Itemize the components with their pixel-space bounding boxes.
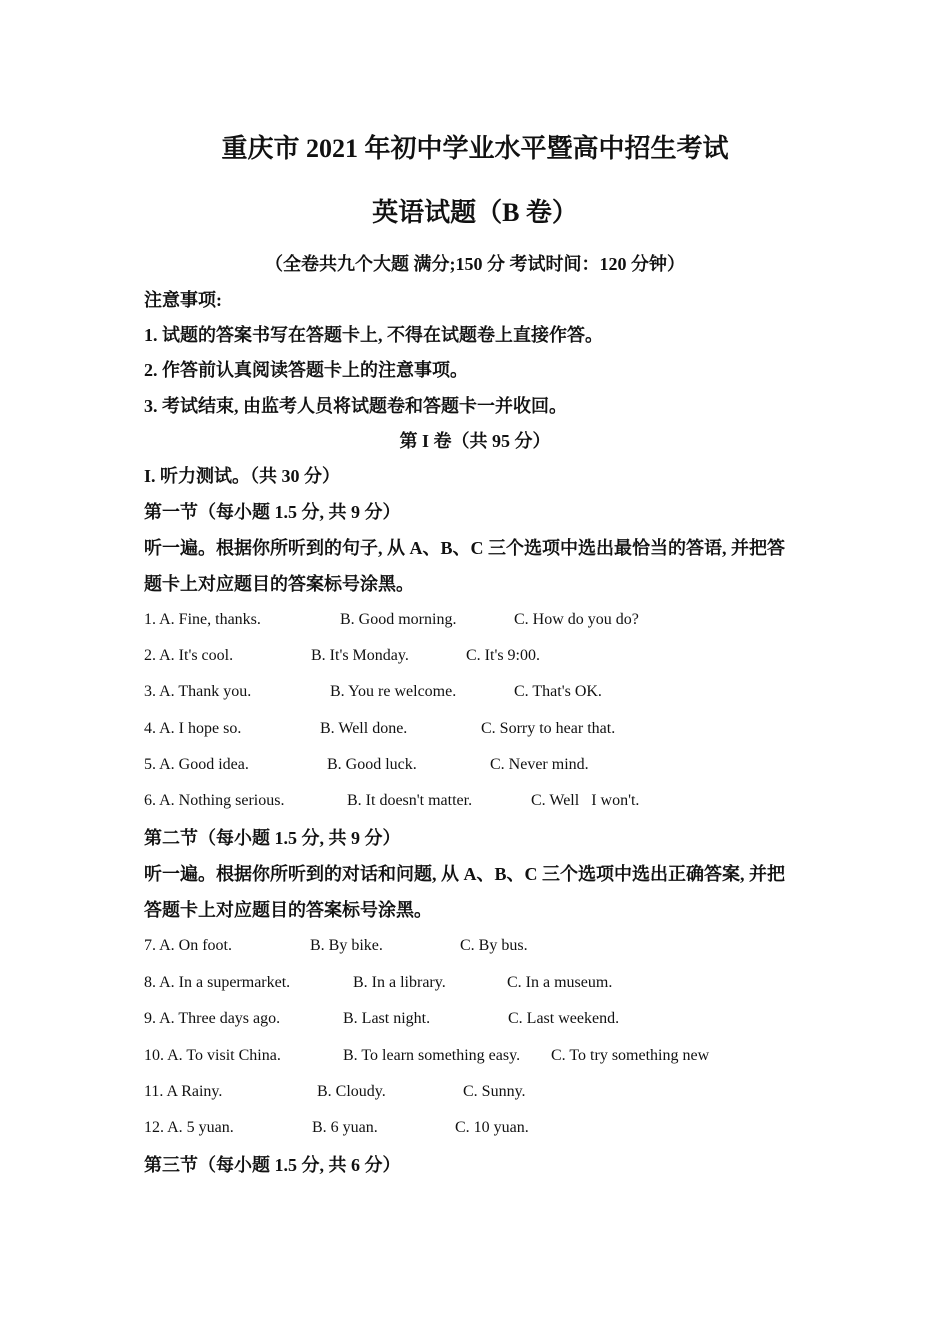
option-c: C. How do you do? — [514, 611, 639, 628]
section2-heading: 第二节（每小题 1.5 分, 共 9 分） — [144, 828, 401, 848]
option-b: B. To learn something easy. — [343, 1047, 521, 1064]
option-a: 4. A. I hope so. — [144, 720, 242, 737]
option-c: C. Last weekend. — [508, 1010, 620, 1027]
question-row — [0, 1080, 950, 1104]
part1-heading: I. 听力测试。（共 30 分） — [144, 466, 341, 486]
option-c: C. Well I won't. — [531, 792, 640, 809]
section1-instruction: 题卡上对应题目的答案标号涂黑。 — [144, 574, 414, 594]
question-row — [0, 753, 950, 777]
option-c: C. Never mind. — [490, 756, 589, 773]
question-row — [0, 1007, 950, 1031]
exam-subtitle: 英语试题（B 卷） — [372, 198, 578, 227]
option-b: B. Good morning. — [340, 611, 457, 628]
option-a: 12. A. 5 yuan. — [144, 1119, 234, 1136]
option-b: B. Well done. — [320, 720, 408, 737]
section2-instruction: 答题卡上对应题目的答案标号涂黑。 — [144, 900, 432, 920]
option-a: 7. A. On foot. — [144, 937, 232, 954]
option-c: C. In a museum. — [507, 974, 613, 991]
question-row — [0, 680, 950, 704]
option-a: 1. A. Fine, thanks. — [144, 611, 261, 628]
option-a: 2. A. It's cool. — [144, 647, 234, 664]
option-a: 11. A Rainy. — [144, 1083, 223, 1100]
section1-heading: 第一节（每小题 1.5 分, 共 9 分） — [144, 502, 401, 522]
note-item: 2. 作答前认真阅读答题卡上的注意事项。 — [144, 360, 468, 380]
option-b: B. By bike. — [310, 937, 383, 954]
option-b: B. It's Monday. — [311, 647, 409, 664]
question-row — [0, 971, 950, 995]
volume-heading: 第 I 卷（共 95 分） — [399, 431, 551, 451]
option-a: 10. A. To visit China. — [144, 1047, 281, 1064]
exam-title: 重庆市 2021 年初中学业水平暨高中招生考试 — [221, 134, 729, 163]
option-b: B. Cloudy. — [317, 1083, 386, 1100]
question-row — [0, 608, 950, 632]
section3-heading: 第三节（每小题 1.5 分, 共 6 分） — [144, 1155, 401, 1175]
option-a: 8. A. In a supermarket. — [144, 974, 291, 991]
option-c: C. Sunny. — [463, 1083, 526, 1100]
option-a: 6. A. Nothing serious. — [144, 792, 285, 809]
option-a: 3. A. Thank you. — [144, 683, 252, 700]
option-c: C. Sorry to hear that. — [481, 720, 616, 737]
question-row — [0, 1116, 950, 1140]
note-item: 1. 试题的答案书写在答题卡上, 不得在试题卷上直接作答。 — [144, 325, 603, 345]
option-c: C. That's OK. — [514, 683, 602, 700]
option-b: B. In a library. — [353, 974, 446, 991]
exam-info: （全卷共九个大题 满分;150 分 考试时间：120 分钟） — [265, 254, 685, 274]
question-row — [0, 644, 950, 668]
section1-instruction: 听一遍。根据你所听到的句子, 从 A、B、C 三个选项中选出最恰当的答语, 并把答 — [144, 538, 786, 558]
option-c: C. By bus. — [460, 937, 528, 954]
option-b: B. It doesn't matter. — [347, 792, 473, 809]
option-a: 9. A. Three days ago. — [144, 1010, 281, 1027]
option-c: C. It's 9:00. — [466, 647, 540, 664]
option-b: B. You re welcome. — [330, 683, 457, 700]
option-b: B. 6 yuan. — [312, 1119, 378, 1136]
question-row — [0, 1044, 950, 1068]
option-a: 5. A. Good idea. — [144, 756, 249, 773]
option-b: B. Good luck. — [327, 756, 417, 773]
option-c: C. 10 yuan. — [455, 1119, 529, 1136]
question-row — [0, 717, 950, 741]
option-b: B. Last night. — [343, 1010, 431, 1027]
section2-instruction: 听一遍。根据你所听到的对话和问题, 从 A、B、C 三个选项中选出正确答案, 并把 — [144, 864, 786, 884]
question-row — [0, 789, 950, 813]
question-row — [0, 934, 950, 958]
notes-heading: 注意事项: — [144, 290, 222, 310]
note-item: 3. 考试结束, 由监考人员将试题卷和答题卡一并收回。 — [144, 396, 567, 416]
option-c: C. To try something new — [551, 1047, 710, 1064]
